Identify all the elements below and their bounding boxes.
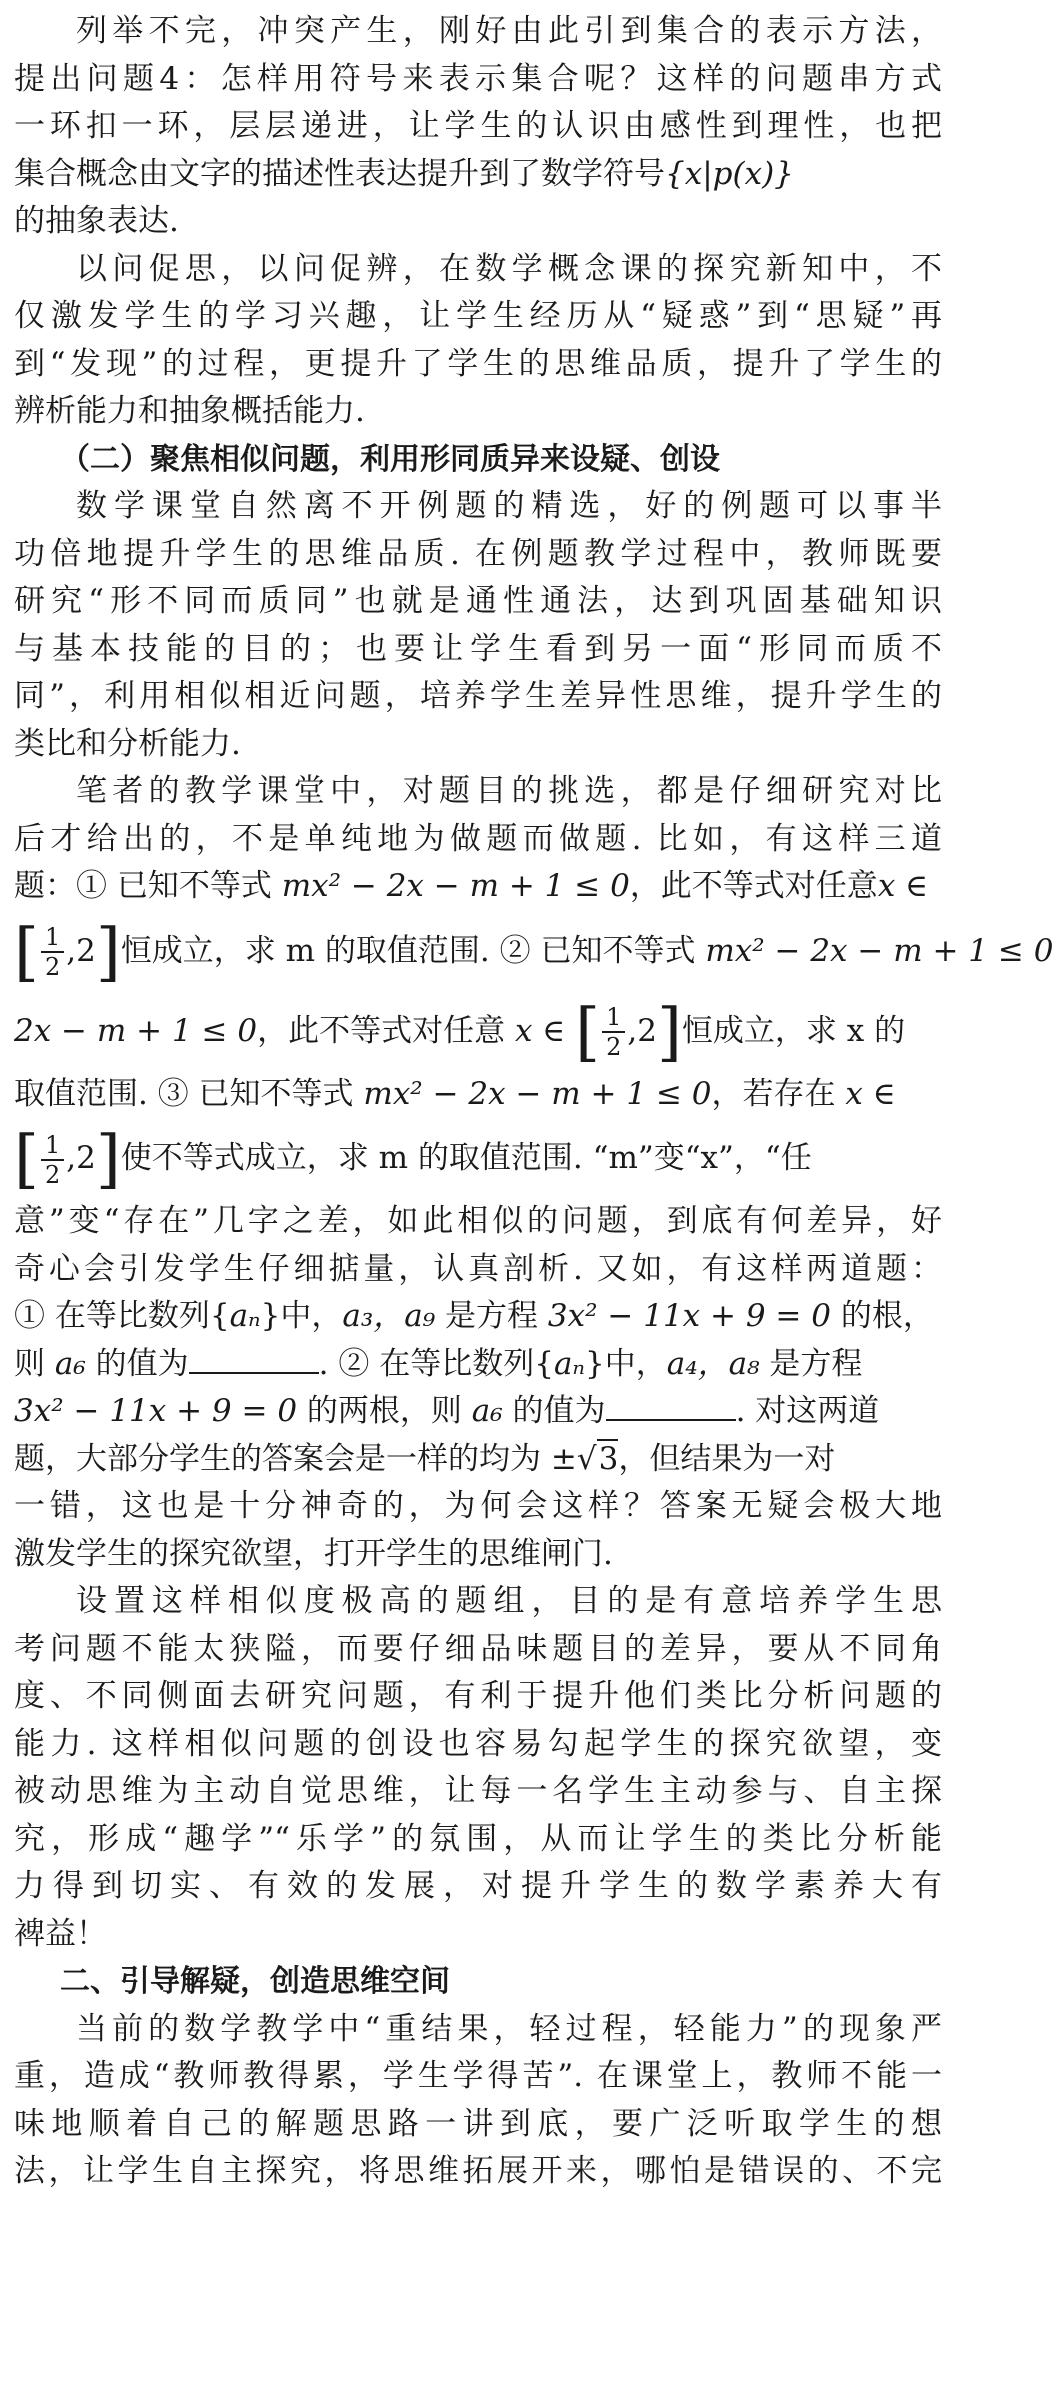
text-line: 提出问题4：怎样用符号来表示集合呢？这样的问题串方式 — [14, 60, 942, 97]
section-heading: 二、引导解疑，创造思维空间 — [60, 1964, 450, 1999]
fraction: $\frac{1}{2}$ — [41, 1131, 64, 1189]
text-line: 则 a₆ 的值为 . ② 在等比数列{aₙ}中，a₄，a₈ 是方程 — [14, 1341, 942, 1389]
text-line: 辨析能力和抽象概括能力. — [14, 393, 365, 429]
text-line: 仅激发学生的学习兴趣，让学生经历从“疑惑”到“思疑”再 — [14, 298, 942, 334]
text-line: 究，形成“趣学”“乐学”的氛围，从而让学生的类比分析能 — [14, 1820, 942, 1857]
text-line: 功倍地提升学生的思维品质. 在例题教学过程中，教师既要 — [14, 535, 942, 572]
fraction: $\frac{1}{2}$ — [41, 923, 64, 981]
text-line: 味地顺着自己的解题思路一讲到底，要广泛听取学生的想 — [14, 2105, 942, 2142]
answer-blank — [189, 1342, 319, 1374]
set-notation: {x|p(x)} — [665, 155, 794, 192]
text-line: 设置这样相似度极高的题组，目的是有意培养学生思 — [76, 1583, 942, 1619]
text-line: 3x² − 11x + 9 = 0 的两根，则 a₆ 的值为 . 对这两道 — [14, 1388, 942, 1436]
text-line: 考问题不能太狭隘，而要仔细品味题目的差异，要从不同角 — [14, 1630, 942, 1667]
section-subheading: （二）聚焦相似问题，利用形同质异来设疑、创设 — [60, 441, 720, 477]
text-line: 被动思维为主动自觉思维，让每一名学生主动参与、自主探 — [14, 1773, 942, 1809]
text-line: 后才给出的，不是单纯地为做题而做题. 比如，有这样三道 — [14, 820, 942, 857]
text-line: 列举不完，冲突产生，刚好由此引到集合的表示方法， — [76, 13, 942, 49]
text-line: 到“发现”的过程，更提升了学生的思维品质，提升了学生的 — [14, 345, 942, 382]
fraction: $\frac{1}{2}$ — [602, 1003, 625, 1061]
text-line: 以问促思，以问促辨，在数学概念课的探究新知中，不 — [76, 250, 942, 287]
text-line: 取值范围. ③ 已知不等式 mx² − 2x − m + 1 ≤ 0，若存在 x ∈ — [14, 1075, 896, 1112]
text-line: 的抽象表达. — [14, 203, 179, 239]
text-line: 当前的数学教学中“重结果，轻过程，轻能力”的现象严 — [76, 2010, 942, 2047]
sqrt-radicand: 3 — [598, 1440, 619, 1477]
text-line: 能力. 这样相似问题的创设也容易勾起学生的探究欲望，变 — [14, 1725, 942, 1762]
text-line: [ $\frac{1}{2}$ ,2]使不等式成立，求 m 的取值范围. “m”变“x”，“任 — [14, 1122, 812, 1197]
text-line: 与基本技能的目的；也要让学生看到另一面“形同而质不 — [14, 630, 942, 667]
math-inequality: mx² − 2x − m + 1 ≤ 0 — [281, 868, 630, 904]
text-line: 重，造成“教师教得累，学生学得苦”. 在课堂上，教师不能一 — [14, 2058, 942, 2094]
text-line: 题：① 已知不等式 mx² − 2x − m + 1 ≤ 0，此不等式对任意x ∈ — [14, 868, 929, 904]
right-bracket: ] — [95, 915, 121, 989]
text-line: 力得到切实、有效的发展，对提升学生的数学素养大有 — [14, 1868, 942, 1904]
text-line: 同”，利用相似相近问题，培养学生差异性思维，提升学生的 — [14, 678, 942, 714]
text-line: 研究“形不同而质同”也就是通性通法，达到巩固基础知识 — [14, 583, 942, 619]
text-line: 奇心会引发学生仔细掂量，认真剖析. 又如，有这样两道题： — [14, 1250, 942, 1287]
text-line: [ $\frac{1}{2}$ ,2]恒成立，求 m 的取值范围. ② 已知不等式 mx² − 2x − m + 1 ≤ 0 — [14, 915, 1053, 989]
text-line: 意”变“存在”几字之差，如此相似的问题，到底有何差异，好 — [14, 1203, 942, 1239]
left-bracket: [ — [14, 915, 39, 989]
text-line: 题，大部分学生的答案会是一样的均为 ±√3，但结果为一对 — [14, 1440, 836, 1477]
text-line: 激发学生的探究欲望，打开学生的思维闸门. — [14, 1535, 613, 1572]
text-line: ① 在等比数列{aₙ}中，a₃，a₉ 是方程 3x² − 11x + 9 = 0 的根， — [14, 1298, 934, 1334]
text-line: 一环扣一环，层层递进，让学生的认识由感性到理性，也把 — [14, 108, 942, 144]
text-line: 类比和分析能力. — [14, 725, 241, 762]
text-line: 2x − m + 1 ≤ 0，此不等式对任意 x ∈ [ $\frac{1}{2}$ ,2]恒成立，求 x 的 — [14, 995, 906, 1069]
text-line: 度、不同侧面去研究问题，有利于提升他们类比分析问题的 — [14, 1678, 942, 1714]
text-line: 集合概念由文字的描述性表达提升到了数学符号{x|p(x)} — [14, 155, 794, 192]
text-line: 数学课堂自然离不开例题的精选，好的例题可以事半 — [76, 488, 942, 524]
text-line: 笔者的教学课堂中，对题目的挑选，都是仔细研究对比 — [76, 773, 942, 809]
answer-blank — [606, 1389, 736, 1421]
text-line: 法，让学生自主探究，将思维拓展开来，哪怕是错误的、不完 — [14, 2153, 942, 2189]
text-line: 裨益！ — [14, 1915, 107, 1952]
text-line: 一错，这也是十分神奇的，为何会这样？答案无疑会极大地 — [14, 1488, 942, 1524]
